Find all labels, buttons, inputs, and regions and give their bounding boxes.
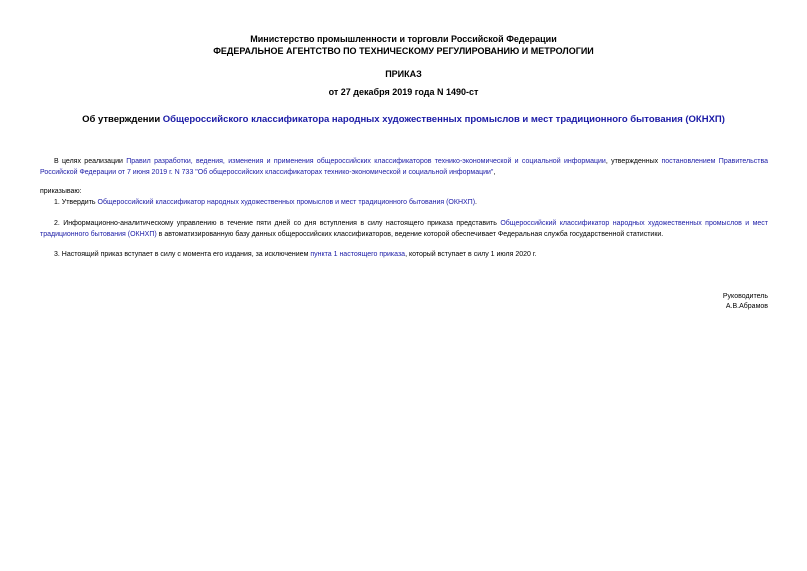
title-prefix: Об утверждении <box>82 114 163 125</box>
preamble-text-3: , <box>493 169 496 176</box>
order-item-2 <box>40 218 768 240</box>
signature-position: Руководитель <box>722 293 768 300</box>
order-item-3 <box>40 249 768 260</box>
preamble-text-2: , утвержденных <box>605 158 662 165</box>
ministry-name: Министерство промышленности и торговли Российской Федерации <box>250 34 557 44</box>
item2-text-2: в автоматизированную базу данных общероссийских классификаторов, ведение которой обеспечивает Федеральная служба государственной статистики. <box>156 231 664 238</box>
item1-classifier-link[interactable]: Общероссийский классификатор народных художественных промыслов и мест традиционного бытования (ОКНХП) <box>97 199 476 206</box>
item1-text-2: . <box>475 199 477 206</box>
item3-text-1: 3. Настоящий приказ вступает в силу с момента его издания, за исключением <box>54 251 311 258</box>
item1-text-1: 1. Утвердить <box>54 199 98 206</box>
document-date-number: от 27 декабря 2019 года N 1490-ст <box>328 87 479 97</box>
document-type: ПРИКАЗ <box>385 69 422 79</box>
signature-name: А.В.Абрамов <box>725 303 768 310</box>
preamble-paragraph <box>40 156 768 178</box>
item2-classifier-link[interactable]: Общероссийский классификатор народных художественных промыслов и мест традиционного бытования (ОКНХП) <box>40 220 768 238</box>
order-item-1 <box>40 197 768 208</box>
order-word: приказываю: <box>40 188 82 195</box>
preamble-text-1: В целях реализации <box>54 158 127 165</box>
agency-name: ФЕДЕРАЛЬНОЕ АГЕНТСТВО ПО ТЕХНИЧЕСКОМУ РЕГУЛИРОВАНИЮ И МЕТРОЛОГИИ <box>213 46 594 56</box>
item3-paragraph-link[interactable]: пункта 1 настоящего приказа <box>310 251 406 258</box>
item3-text-2: , который вступает в силу 1 июля 2020 г. <box>405 251 537 258</box>
title-classifier-link[interactable]: Общероссийского классификатора народных художественных промыслов и мест традиционного бытования (ОКНХП) <box>162 114 725 125</box>
item2-text-1: 2. Информационно-аналитическому управлению в течение пяти дней со дня вступления в силу настоящего приказа представить <box>54 220 501 227</box>
preamble-resolution-link[interactable]: постановлением Правительства Российской Федерации от 7 июня 2019 г. N 733 "Об общероссийских классификаторах технико-экономической и социальной информации" <box>40 158 769 176</box>
document-title <box>0 114 807 126</box>
preamble-rules-link[interactable]: Правил разработки, ведения, изменения и применения общероссийских классификаторов технико-экономической и социальной информации <box>126 158 606 165</box>
